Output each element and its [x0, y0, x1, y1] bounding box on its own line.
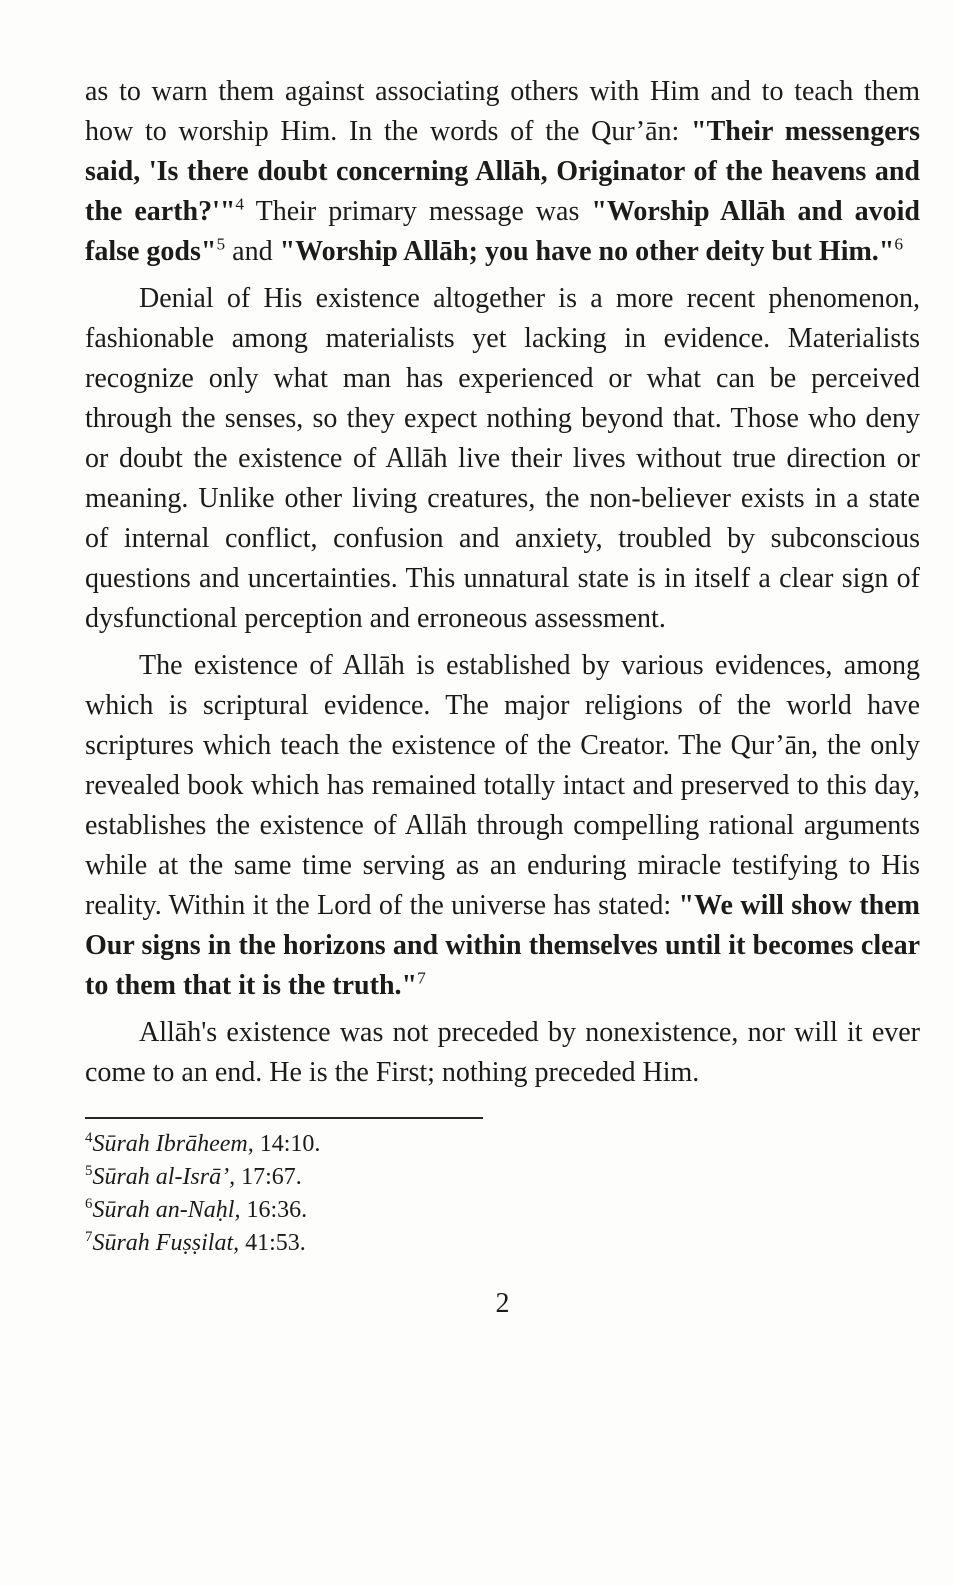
paragraph [85, 1013, 920, 1093]
text-run: "Worship Allāh and avoid false gods" [85, 196, 920, 267]
footnote-number: 6 [85, 1196, 93, 1212]
footnote-source: Sūrah Fuṣṣilat, [92, 1230, 240, 1256]
paragraph [85, 646, 920, 1006]
footnote [85, 1194, 920, 1227]
paragraph [85, 72, 920, 272]
text-run: Their primary message was [244, 196, 592, 227]
footnote-ref: 6 [894, 234, 904, 254]
footnote-source: Sūrah al-Isrā’, [92, 1164, 236, 1190]
footnote [85, 1227, 920, 1260]
body-text [85, 72, 920, 1093]
text-run: "We will show them Our signs in the horizons and within themselves until it becomes clear to them that it is the truth." [85, 890, 920, 1001]
footnote-separator [85, 1117, 483, 1119]
text-run: "Their messengers said, 'Is there doubt concerning Allāh, Originator of the heavens and the earth?'" [85, 116, 921, 227]
footnote [85, 1128, 920, 1161]
paragraph [85, 279, 920, 639]
footnote-reference: 41:53. [239, 1230, 306, 1256]
text-run: "Worship Allāh; you have no other deity but Him." [279, 236, 895, 267]
footnote-source: Sūrah Ibrāheem, [92, 1131, 254, 1157]
footnote-reference: 16:36. [240, 1197, 308, 1223]
text-run: and [225, 236, 280, 267]
text-run: Denial of His existence altogether is a more recent phenomenon, fashionable among materialists yet lacking in evidence. Materialists recognize only what man has experienced or what can be perceived through the senses, so they expect nothing beyond that. Those who deny or doubt the existence of Allāh live their lives without true direction or meaning. Unlike other living creatures, the non-believer exists in a state of internal conflict, confusion and anxiety, troubled by subconscious questions and uncertainties. This unnatural state is in itself a clear sign of dysfunctional perception and erroneous assessment. [85, 283, 920, 634]
footnote-number: 5 [85, 1163, 93, 1179]
text-run: as to warn them against associating others with Him and to teach them how to worship Him. In the words of the Qur’ān: [85, 76, 920, 147]
footnote-reference: 14:10. [253, 1131, 321, 1157]
footnote-number: 4 [85, 1130, 93, 1146]
footnotes [85, 1128, 920, 1260]
footnote-number: 7 [85, 1229, 93, 1245]
footnote-reference: 17:67. [235, 1164, 302, 1190]
page-number: 2 [495, 1288, 510, 1319]
footnote [85, 1161, 920, 1194]
book-page [85, 72, 920, 1320]
text-run: The existence of Allāh is established by various evidences, among which is scriptural evidence. The major religions of the world have scriptures which teach the existence of the Creator. The Qur’ān, the only revealed book which has remained totally intact and preserved to this day, establishes the existence of Allāh through compelling rational arguments while at the same time serving as an enduring miracle testifying to His reality. Within it the Lord of the universe has stated: [85, 650, 920, 921]
footnote-source: Sūrah an-Naḥl, [92, 1197, 241, 1223]
footnote-ref: 7 [417, 968, 426, 988]
footnote-ref: 5 [216, 234, 226, 254]
text-run: Allāh's existence was not preceded by nonexistence, nor will it ever come to an end. He is the First; nothing preceded Him. [85, 1017, 920, 1088]
footnote-ref: 4 [235, 194, 245, 214]
